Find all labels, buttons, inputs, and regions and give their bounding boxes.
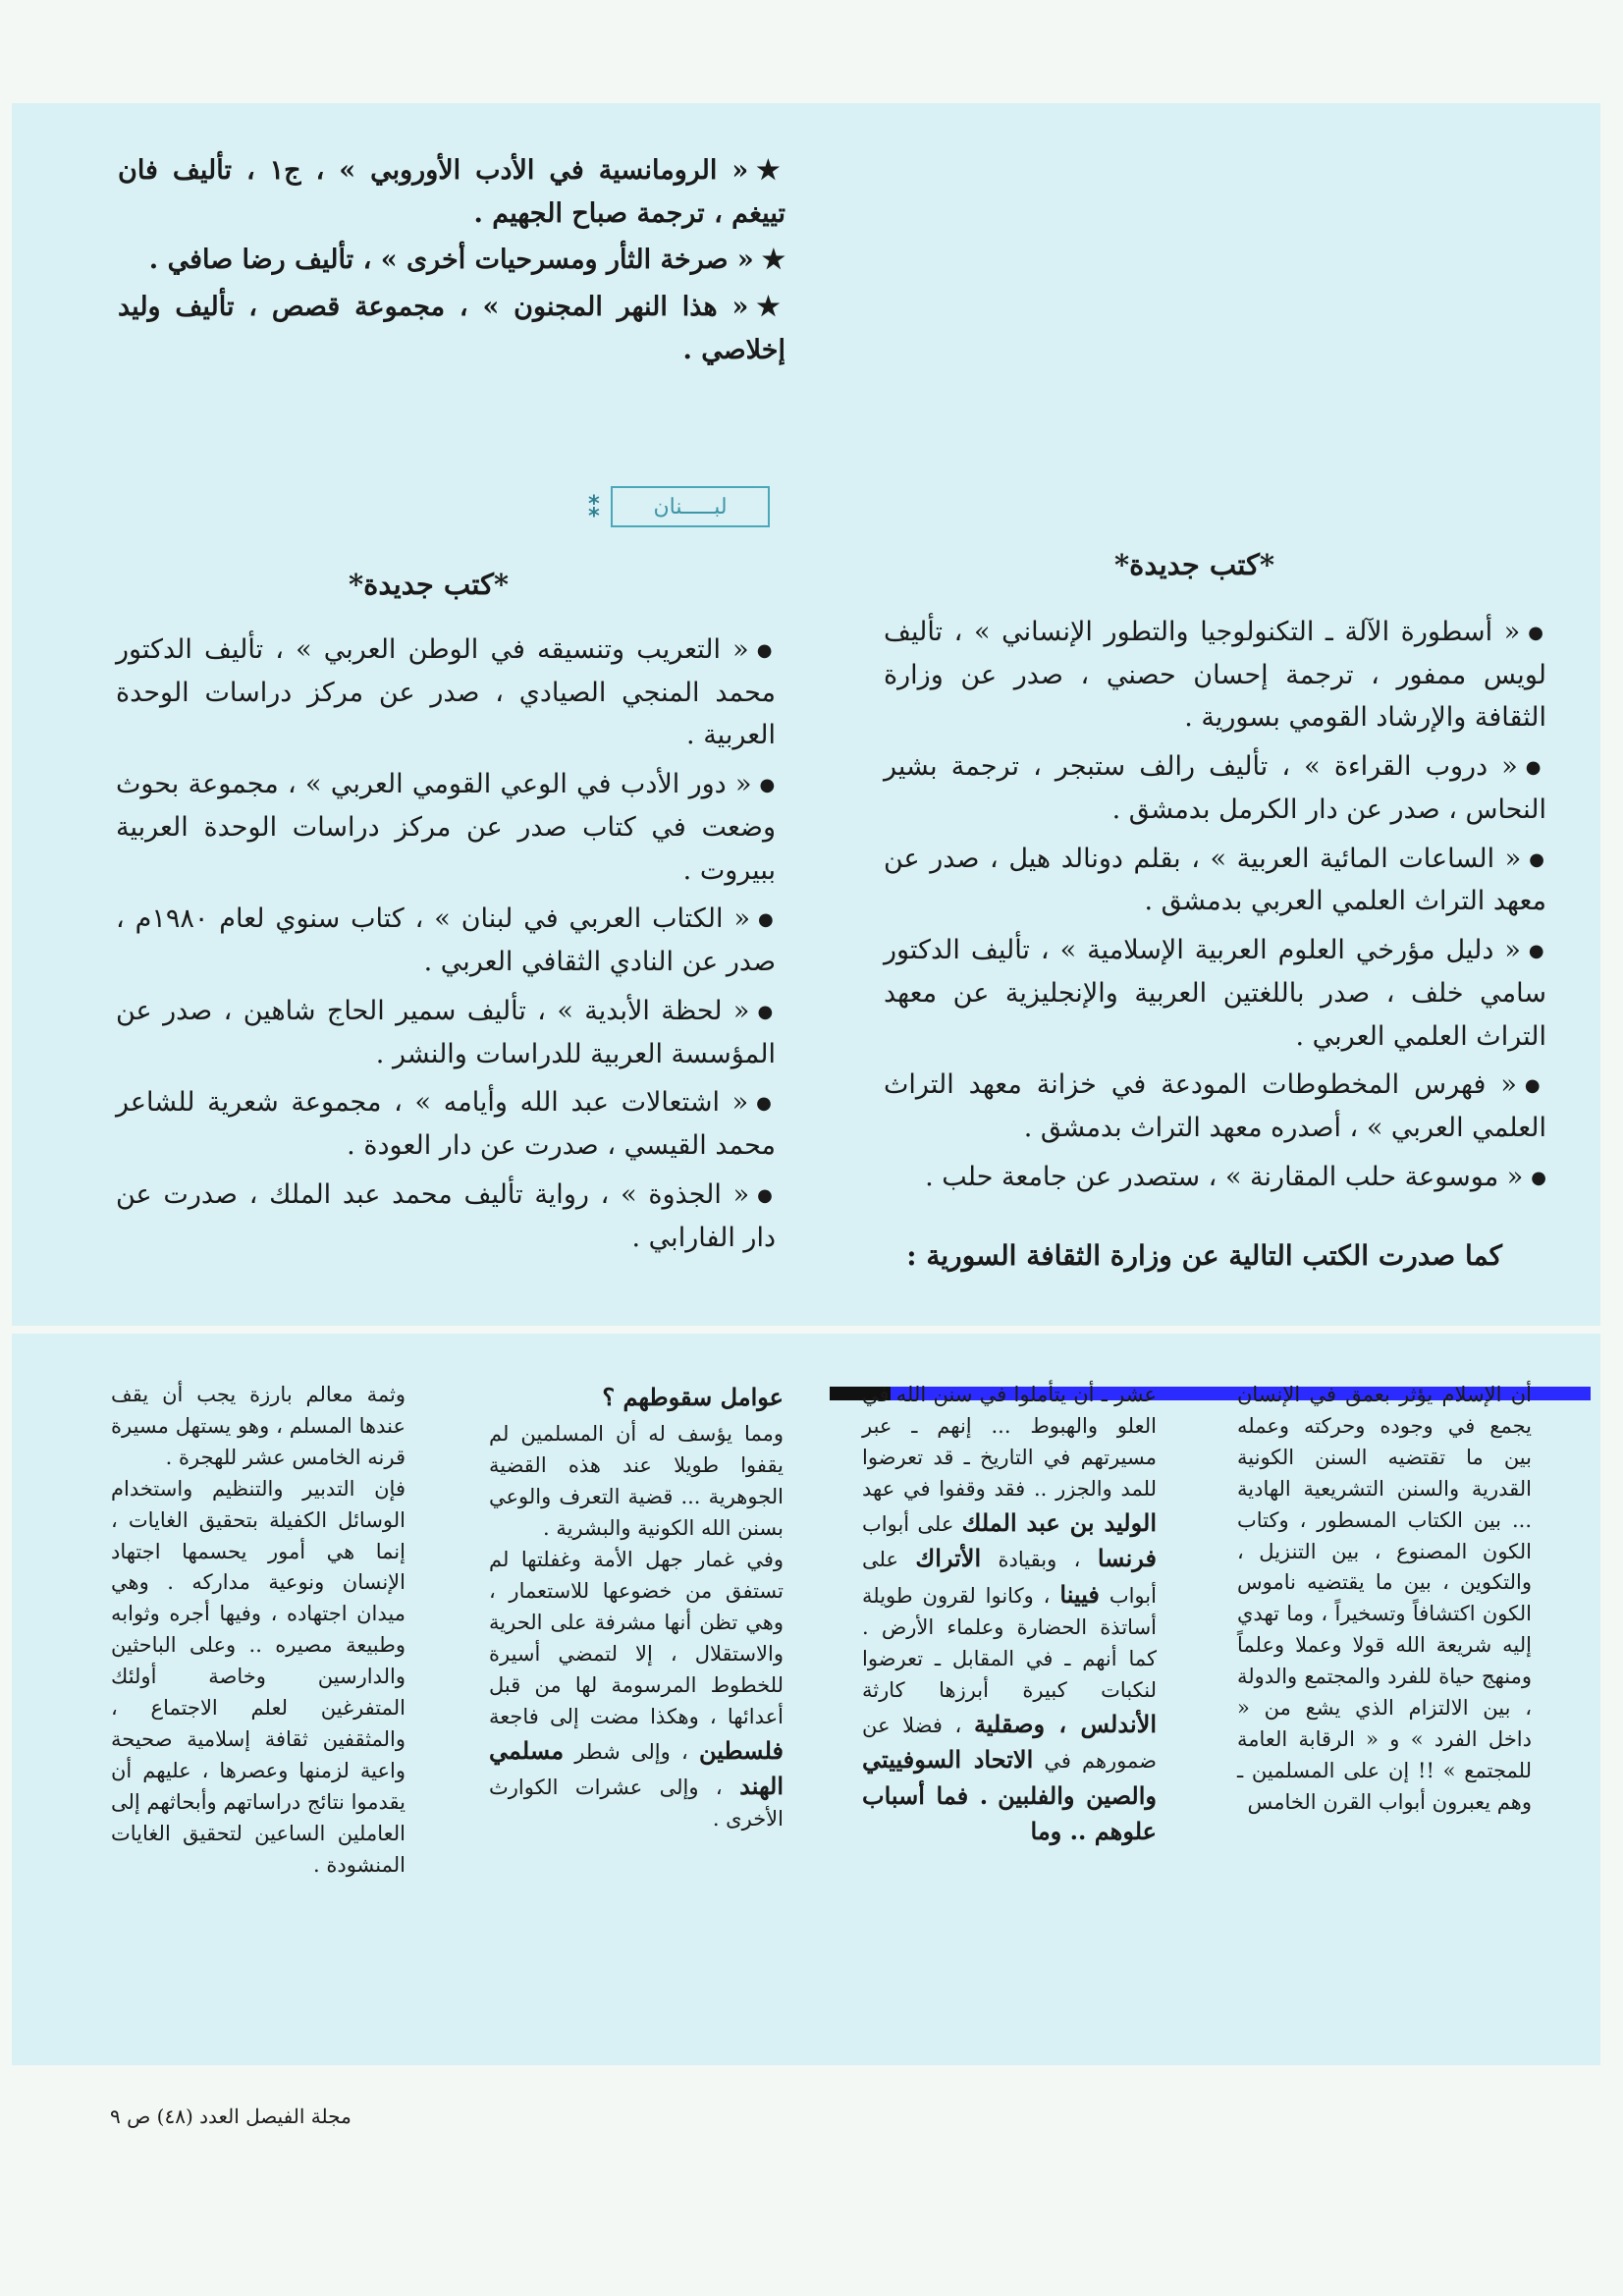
list-item: ●« دور الأدب في الوعي القومي العربي » ، مجموعة بحوث وضعت في كتاب صدر عن مركز دراسات الوحدة العربية ببيروت . (116, 769, 776, 886)
star-icon: ★ (761, 245, 785, 276)
lebanon-books-list (116, 629, 776, 1265)
article-column-2: عشر ـ أن يتأملوا في سنن الله في العلو والهبوط ... إنهم ـ عبر مسيرتهم في التاريخ ـ قد تعرضوا للمد والجزر .. فقد وقفوا في عهد الوليد بن عبد الملك على أبواب فرنسا ، وبقيادة الأتراك على أبواب فيينا ، وكانوا لقرون طويلة أساتذة الحضارة وعلماء الأرض . كما أنهم ـ في المقابل ـ تعرضوا لنكبات كبيرة أبرزها كارثة الأندلس ، وصقلية ، فضلا عن ضمورهم في الاتحاد السوفييتي والصين والفلبين . فما أسباب علوهم .. وما (862, 1383, 1157, 1846)
new-books-title-syria: *كتب جديدة* (1114, 548, 1275, 581)
list-item: ●« الجذوة » ، رواية تأليف محمد عبد الملك ، صدرت عن دار الفارابي . (116, 1178, 776, 1253)
list-item: ★« هذا النهر المجنون » ، مجموعة قصص ، تأليف وليد إخلاصي . (118, 292, 785, 365)
bullet-icon: ● (757, 1001, 776, 1022)
list-item: ●« موسوعة حلب المقارنة » ، ستصدر عن جامعة حلب . (925, 1161, 1546, 1192)
list-item: ●« التعريب وتنسيقه في الوطن العربي » ، تأليف الدكتور محمد المنجي الصيادي ، صدر عن مركز دراسات الوحدة العربية . (116, 634, 776, 751)
bullet-icon: ● (757, 909, 776, 931)
list-item: ●« الكتاب العربي في لبنان » ، كتاب سنوي لعام ١٩٨٠م ، صدر عن النادي الثقافي العربي . (116, 903, 776, 978)
article-subheading: عوامل سقوطهم ؟ (602, 1383, 784, 1411)
bullet-icon: ● (759, 775, 776, 796)
article-column-3: عوامل سقوطهم ؟ ومما يؤسف له أن المسلمين لم يقفوا طويلا عند هذه القضية الجوهرية ... قضية التعرف والوعي بسنن الله الكونية والبشرية . وفي غمار جهل الأمة وغفلتها لم تستفق من خضوعها للاستعمار ، وهي تظن أنها مشرفة على الحرية والاستقلال ، إلا لتمضي أسيرة للخطوط المرسومة لها من قبل أعدائها ، وهكذا مضت إلى فاجعة فلسطين ، وإلى شطر مسلمي الهند ، وإلى عشرات الكوارث الأخرى . (489, 1380, 784, 1835)
bullet-icon: ● (1528, 622, 1546, 643)
list-item: ●« دروب القراءة » ، تأليف رالف ستبجر ، ترجمة بشير النحاس ، صدر عن دار الكرمل بدمشق . (884, 751, 1547, 825)
bullet-icon: ● (756, 639, 776, 661)
list-item: ●« أسطورة الآلة ـ التكنولوجيا والتطور الإنساني » ، تأليف لويس ممفور ، ترجمة إحسان حصني ، صدر عن وزارة الثقافة والإرشاد القومي بسورية . (884, 617, 1546, 734)
article-column-4: وثمة معالم بارزة يجب أن يقف عندها المسلم ، وهو يستهل مسيرة قرنه الخامس عشر للهجرة . فإن التدبير والتنظيم واستخدام الوسائل الكفيلة بتحقيق الغايات ، إنما هي أمور يحسمها اجتهاد الإنسان ونوعية مداركه . وهي ميدان اجتهاده ، وفيها أجره وثوابه وطبيعة مصيره .. وعلى الباحثين والدارسين وخاصة أولئك المتفرغين لعلم الاجتماع ، والمثقفين ثقافة إسلامية صحيحة واعية لزمنها وعصرها ، عليهم أن يقدموا نتائج دراساتهم وأبحاثهم إلى العاملين الساعين لتحقيق الغايات المنشودة . (111, 1383, 406, 1877)
bullet-icon: ● (1529, 848, 1546, 870)
list-item: ●« لحظة الأبدية » ، تأليف سمير الحاج شاهين ، صدر عن المؤسسة العربية للدراسات والنشر . (116, 995, 776, 1069)
dots-ornament-icon: ⁑ (587, 491, 602, 523)
syria-book-list-continued (118, 149, 785, 376)
new-books-title-lebanon: *كتب جديدة* (349, 568, 510, 601)
bullet-icon: ● (1531, 1167, 1546, 1188)
list-item: ★« صرخة الثأر ومسرحيات أخرى » ، تأليف رضا صافي . (148, 245, 785, 276)
list-item: ●« دليل مؤرخي العلوم العربية الإسلامية » ، تأليف الدكتور سامي خلف ، صدر باللغتين العربية والإنجليزية عن معهد التراث العلمي العربي . (884, 935, 1546, 1052)
page-footer: مجلة الفيصل العدد (٤٨) ص ٩ (110, 2105, 352, 2128)
star-icon: ★ (756, 292, 785, 323)
syria-ministry-note: كما صدرت الكتب التالية عن وزارة الثقافة السورية : (906, 1239, 1502, 1272)
star-icon: ★ (756, 155, 785, 186)
syria-books-list (884, 611, 1546, 1205)
bullet-icon: ● (1524, 1075, 1546, 1097)
article-column-1: أن الإسلام يؤثر بعمق في الإنسان يجمع في وجوده وحركته وعمله بين ما تقتضيه السنن الكونية القدرية والسنن التشريعية الهادية ... بين الكتاب المسطور ، وكتاب الكون المصنوع ، بين التنزيل ، والتكوين ، بين ما يقتضيه ناموس الكون اكتشافاً وتسخيراً ، وما تهدي إليه شريعة الله قولا وعملا وعلماً ومنهج حياة للفرد والمجتمع والدولة ، بين الالتزام الذي يشع من « داخل الفرد » و « الرقابة العامة للمجتمع » !! إن على المسلمين ـ وهم يعبرون أبواب القرن الخامس (1237, 1383, 1532, 1814)
lebanon-section-header: لبـــــنان (611, 486, 770, 527)
list-item: ●« الساعات المائية العربية » ، بقلم دونالد هيل ، صدر عن معهد التراث العلمي العربي بدمشق . (884, 843, 1546, 917)
bullet-icon: ● (756, 1093, 776, 1115)
bullet-icon: ● (757, 1184, 776, 1206)
list-item: ●« اشتعالات عبد الله وأيامه » ، مجموعة شعرية للشاعر محمد القيسي ، صدرت عن دار العودة . (116, 1087, 776, 1162)
bullet-icon: ● (1528, 941, 1546, 962)
list-item: ●« فهرس المخطوطات المودعة في خزانة معهد التراث العلمي العربي » ، أصدره معهد التراث بدمشق . (884, 1069, 1546, 1144)
bullet-icon: ● (1525, 757, 1547, 779)
list-item: ★« الرومانسية في الأدب الأوروبي » ، ج١ ، تأليف فان تييغم ، ترجمة صباح الجهيم . (118, 155, 785, 229)
